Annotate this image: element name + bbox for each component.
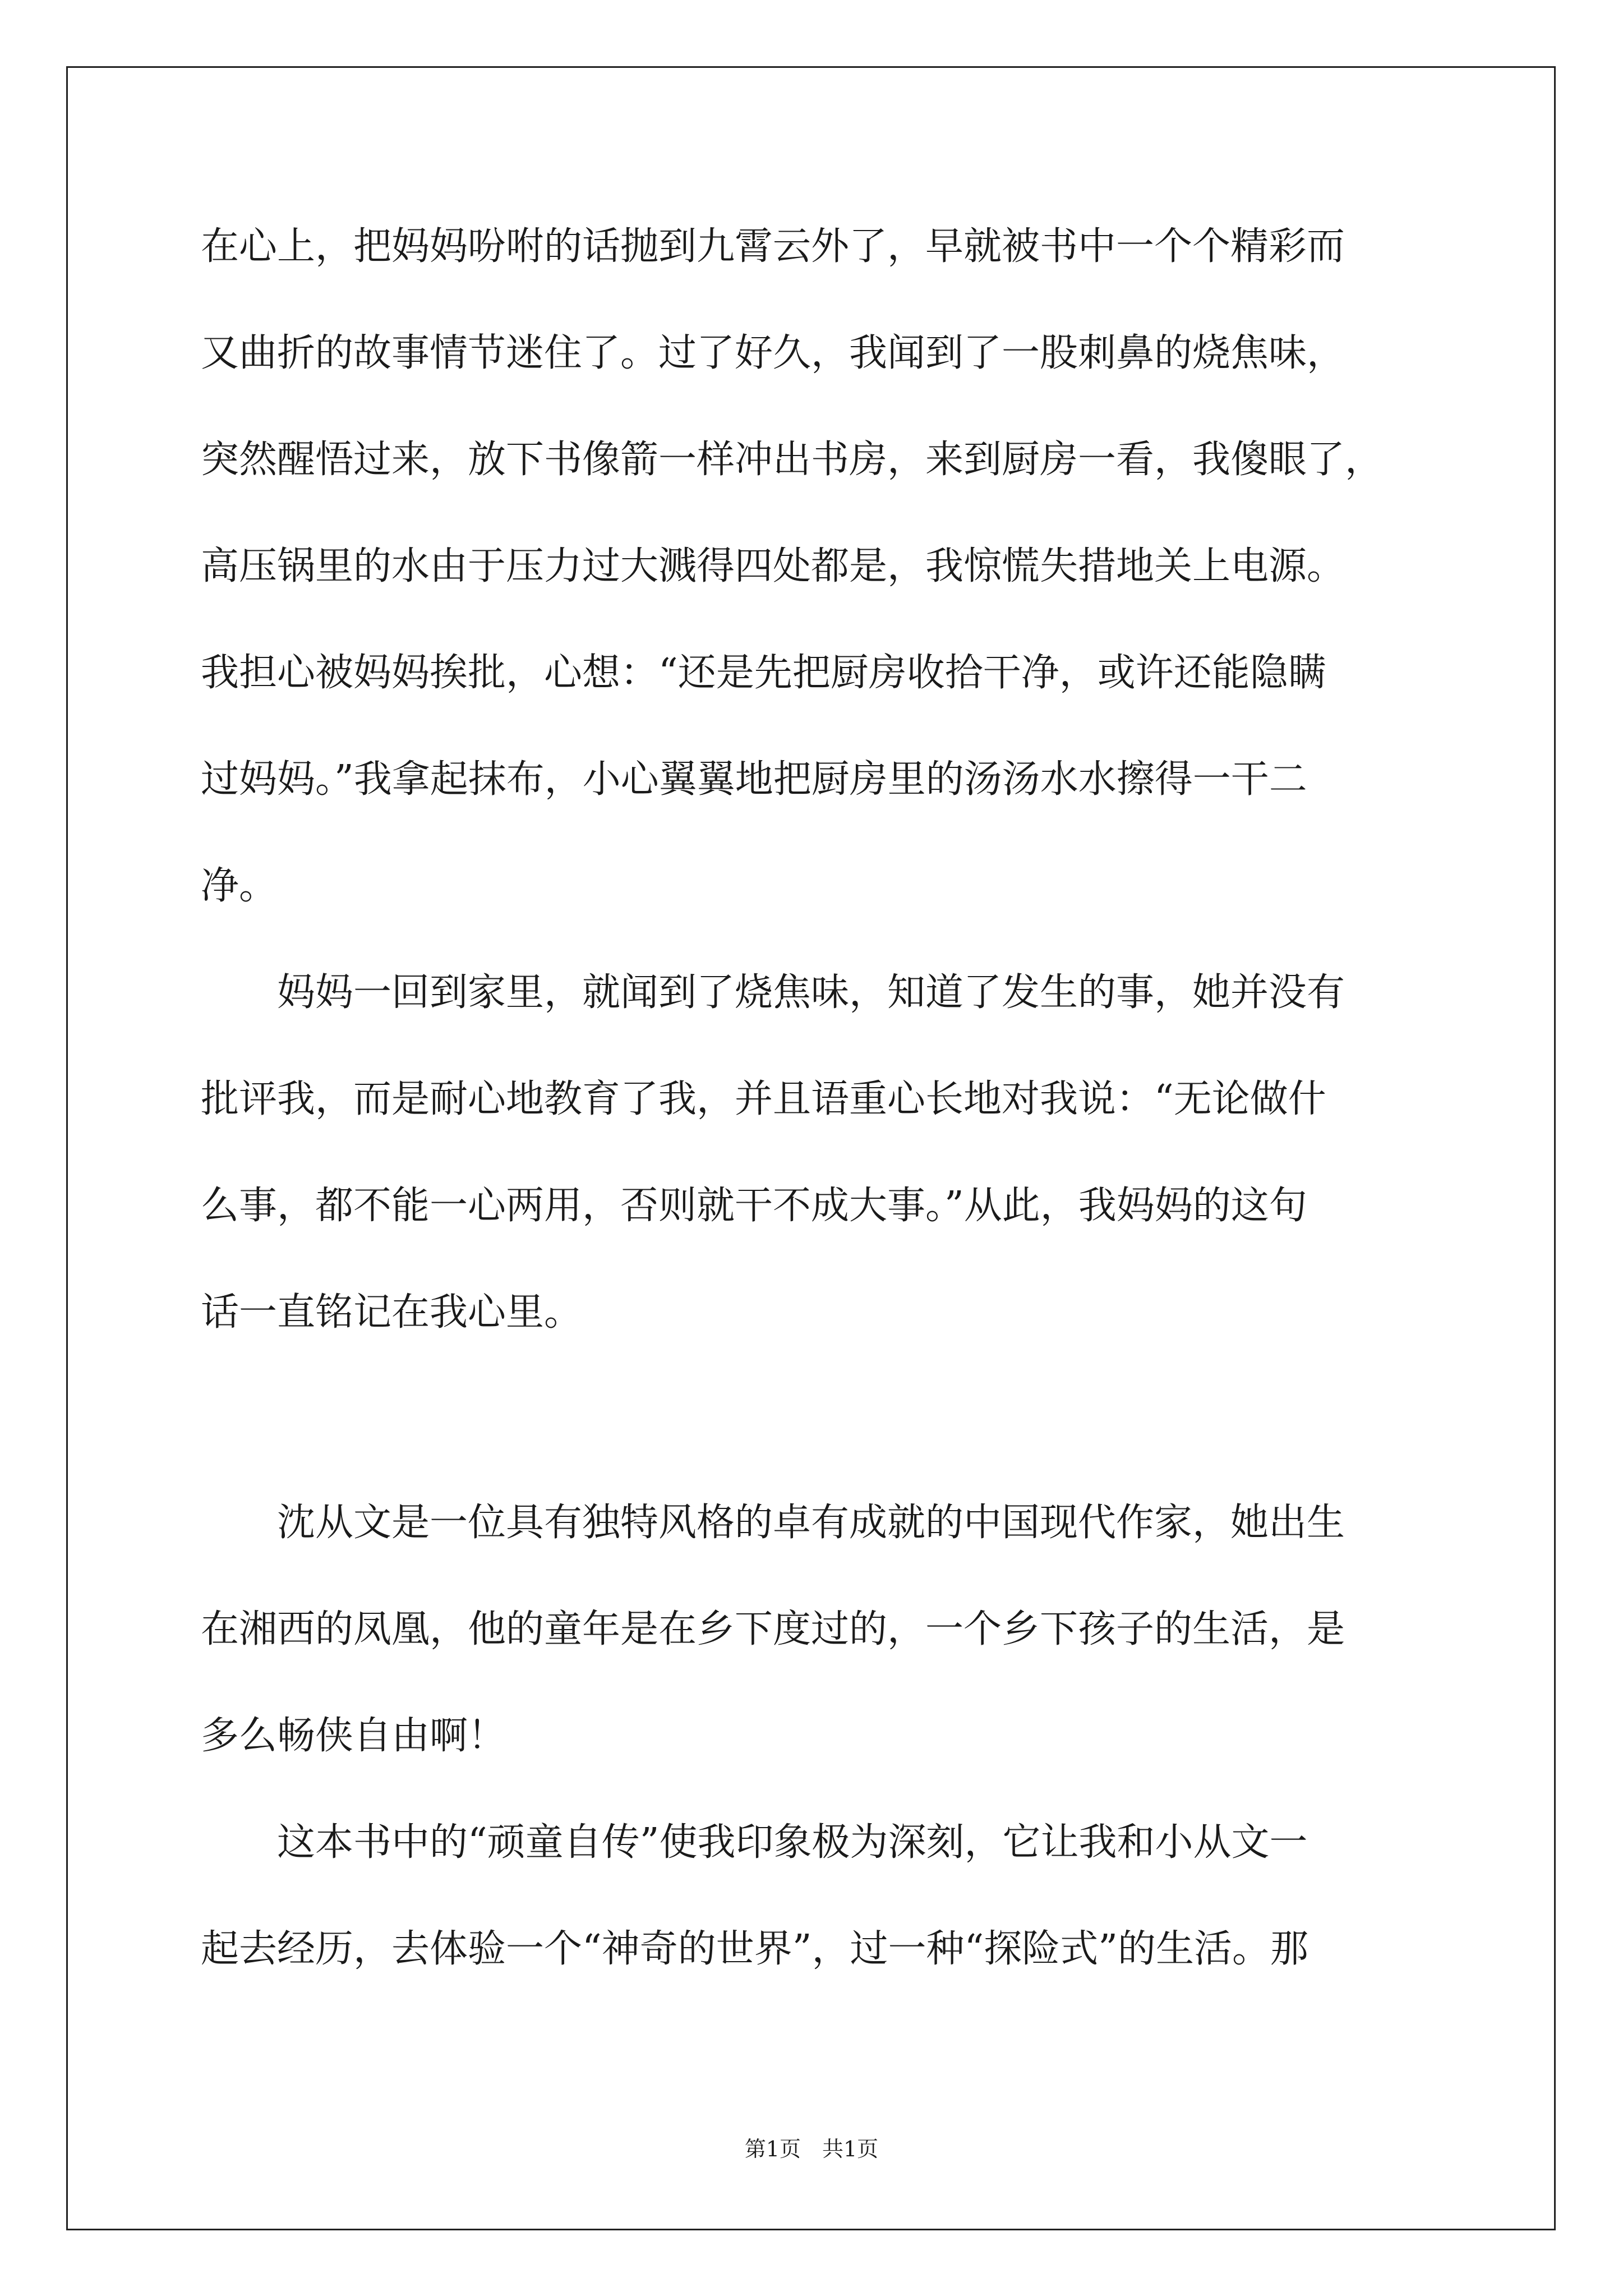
paragraph-line: 这本书中的“顽童自传”使我印象极为深刻，它让我和小从文一 [201,1820,1308,1865]
paragraph-line: 净。 [201,864,278,908]
paragraph-line: 又曲折的故事情节迷住了。过了好久，我闻到了一股刺鼻的烧焦味， [201,331,1345,375]
paragraph-line: 妈妈一回到家里，就闻到了烧焦味，知道了发生的事，她并没有 [201,970,1345,1015]
paragraph-line: 高压锅里的水由于压力过大溅得四处都是，我惊慌失措地关上电源。 [201,544,1345,588]
paragraph-line: 在湘西的凤凰，他的童年是在乡下度过的，一个乡下孩子的生活，是 [201,1607,1345,1651]
page-number-footer: 第1页 共1页 [744,2137,879,2161]
paragraph-line: 起去经历，去体验一个“神奇的世界”，过一种“探险式”的生活。那 [201,1927,1309,1971]
paragraph-line: 批评我，而是耐心地教育了我，并且语重心长地对我说：“无论做什 [201,1077,1326,1121]
paragraph-line: 在心上，把妈妈吩咐的话抛到九霄云外了，早就被书中一个个精彩而 [201,224,1345,269]
paragraph-line: 沈从文是一位具有独特风格的卓有成就的中国现代作家，她出生 [201,1501,1345,1545]
paragraph-line: 多么畅侠自由啊！ [201,1714,506,1758]
paragraph-line: 我担心被妈妈挨批，心想：“还是先把厨房收拾干净，或许还能隐瞒 [201,651,1326,695]
paragraph-line: 突然醒悟过来，放下书像箭一样冲出书房，来到厨房一看，我傻眼了， [201,438,1384,482]
paragraph-line: 过妈妈。”我拿起抹布，小心翼翼地把厨房里的汤汤水水擦得一干二 [201,757,1307,802]
page-border [66,66,1556,2230]
paragraph-line: 话一直铭记在我心里。 [201,1290,583,1335]
paragraph-line: 么事，都不能一心两用，否则就干不成大事。”从此，我妈妈的这句 [201,1184,1307,1228]
